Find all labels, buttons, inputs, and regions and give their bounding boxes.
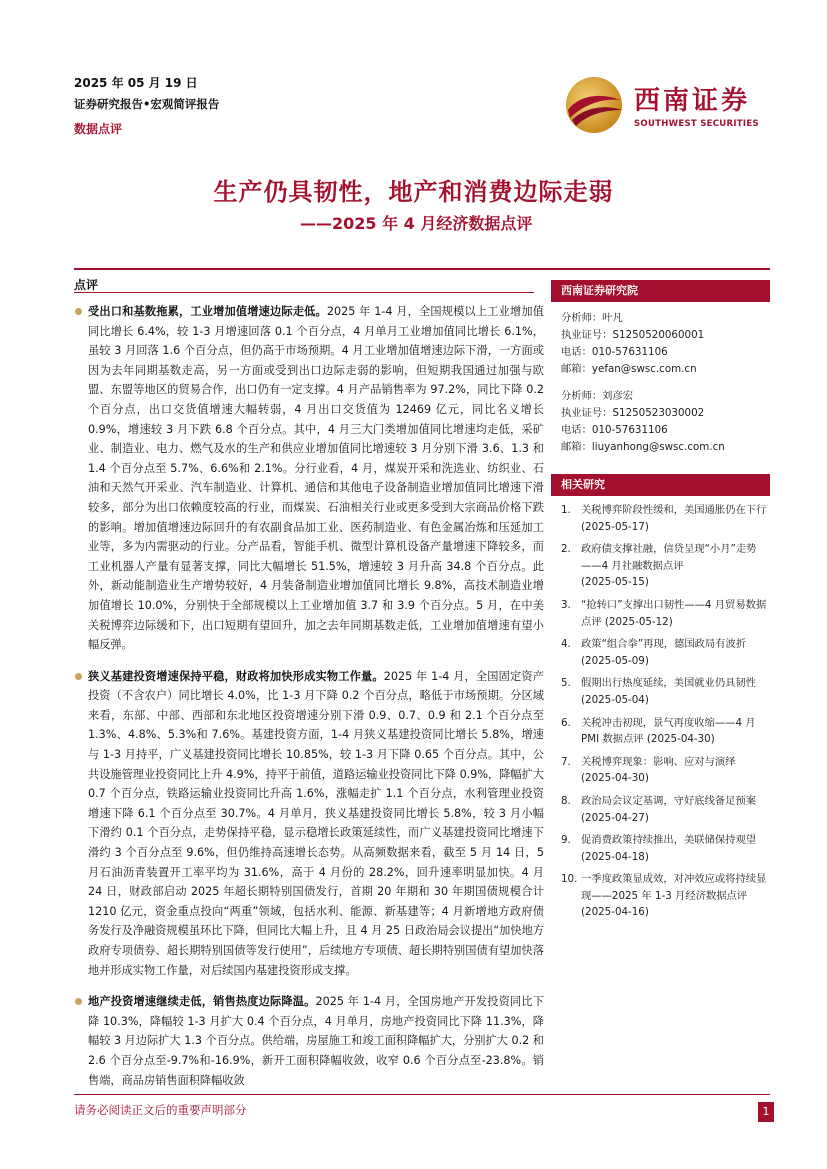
related-item[interactable]: 6. 关税冲击初现，景气再度收缩——4 月 PMI 数据点评 (2025-04-30) (561, 716, 756, 746)
paragraph-infrastructure (74, 667, 544, 981)
paragraph-text: 2025 年 1-4 月，全国固定资产投资（不含农户）同比增长 4.0%，比 1-3 月下降 0.2 个百分点，略低于市场预期。分区域来看，东部、中部、西部和东北地区投资增速分别下滑 0.9、0.7、0.9 和 2.1 个百分点至 1.3%、4.8%、5.3%和 7.6%。基建投资方面，1-4 月狭义基建投资同比增长 5.8%，增速与 1-3 月持平，广义基建投资同比增长 10.85%，较 1-3 月下降 0.65 个百分点。其中，公共设施管理业投资同比上升 4.9%，持平于前值，道路运输业投资同比下降 0.9%，降幅扩大 0.7 个百分点，铁路运输业投资同比升高 1.6%，涨幅走扩 1.1 个百分点，水利管理业投资增速下降 6.1 个百分点至 30.7%。4 月单月，狭义基建投资同比增长 5.8%，较 3 月小幅下滑约 0.1 个百分点，走势保持平稳，显示稳增长政策延续性，而广义基建投资同比增速下滑约 3 个百分点至 9.6%，但仍维持高速增长态势。从高频数据来看，截至 5 月 14 日，5 月石油沥青装置开工率平均为 31.6%，高于 4 月份的 28.2%，回升速率明显加快。4 月 24 日，财政部启动 2025 年超长期特别国债发行，首期 20 年期和 30 年期国债规模合计 1210 亿元，资金重点投向“两重”领域，包括水利、能源、新基建等；4 月新增地方政府债务发行及净融资规模虽环比下降，但同比大幅上升，且 4 月 25 日政治局会议提出“加快地方政府专项债券、超长期特别国债等发行使用”，后续地方专项债、超长期特别国债有望加快落地并形成实物工作量，对后续国内基建投资形成支撑。 (88, 669, 544, 977)
related-date: (2025-04-30) (581, 772, 649, 785)
related-title: 关税冲击初现，景气再度收缩——4 月 PMI 数据点评 (581, 716, 756, 746)
report-category: 数据点评 (74, 122, 123, 136)
related-date: (2025-04-27) (581, 811, 649, 824)
bullet-icon (75, 998, 82, 1005)
logo-emblem-icon (560, 74, 628, 136)
section-divider-top (74, 268, 770, 270)
related-title: 关税博弈现象：影响、应对与演绎 (581, 755, 736, 768)
related-item[interactable]: 4. 政策“组合拳”再现，德国政局有波折 (2025-05-09) (561, 636, 770, 669)
related-item[interactable]: 10. 一季度政策显成效，对冲效应或将持续显现——2025 年 1-3 月经济数据点评 (2025-04-16) (561, 871, 770, 921)
report-subtitle: ——2025 年 4 月经济数据点评 (300, 214, 533, 233)
section-divider (74, 292, 534, 293)
related-item[interactable]: 9. 促消费政策持续推出，美联储保持观望 (2025-04-18) (561, 832, 770, 865)
related-item[interactable]: 7. 关税博弈现象：影响、应对与演绎 (2025-04-30) (561, 754, 770, 787)
related-title: 政治局会议定基调，守好底线备足预案 (581, 794, 757, 807)
sidebar (551, 280, 770, 927)
section-label: 点评 (74, 278, 99, 292)
related-date: (2025-05-17) (581, 520, 649, 533)
logo-text-en: SOUTHWEST SECURITIES (634, 119, 759, 129)
related-item[interactable]: 1. 关税博弈阶段性缓和，美国通胀仍在下行 (2025-05-17) (561, 504, 767, 533)
related-date: (2025-05-12) (604, 615, 673, 628)
related-date: (2025-05-09) (581, 654, 649, 667)
page-number: 1 (758, 1102, 774, 1122)
report-date: 2025 年 05 月 19 日 (74, 76, 198, 90)
related-date: (2025-04-18) (581, 850, 649, 863)
related-title: 假期出行热度延续，美国就业仍具韧性 (581, 677, 757, 690)
related-title: 一季度政策显成效，对冲效应或将持续显现——2025 年 1-3 月经济数据点评 (581, 873, 767, 902)
analyst-name: 分析师：叶凡 (561, 312, 623, 324)
related-title: 促消费政策持续推出，美联储保持观望 (581, 834, 757, 847)
related-item[interactable]: 8. 政治局会议定基调，守好底线备足预案 (2025-04-27) (561, 793, 770, 826)
paragraph-text: 2025 年 1-4 月，全国规模以上工业增加值同比增长 6.4%，较 1-3 月增速回落 0.1 个百分点，4 月单月工业增加值同比增长 6.1%，虽较 3 月回落 1.6 个百分点，但仍高于市场预期。4 月工业增加值增速边际下滑，一方面或因为去年同期基数走高，另一方面或受到出口边际走弱的影响，但短期我国通过加强与欧盟、东盟等地区的贸易合作，出口仍有一定支撑。4 月产品销售率为 97.2%，同比下降 0.2 个百分点，出口交货值增速大幅转弱，4 月出口交货值为 12469 亿元，同比名义增长 0.9%，增速较 3 月下跌 6.8 个百分点。其中，4 月三大门类增加值同比增速均走低，采矿业、制造业、电力、燃气及水的生产和供应业增加值同比增速较 3 月分别下滑 3.6、1.3 和 1.4 个百分点至 5.7%、6.6%和 2.1%。分行业看，4 月，煤炭开采和洗选业、纺织业、石油和天然气开采业、汽车制造业、计算机、通信和其他电子设备制造业增加值同比增速下滑较多，部分为出口依赖度较高的行业，而煤炭、石油相关行业或更多受到大宗商品价格下跌的影响。增加值增速边际回升的有农副食品加工业、医药制造业、有色金属冶炼和压延加工业等，多为内需驱动的行业。分产品看，智能手机、微型计算机设备产量增速下降较多，而工业机器人产量有显著支撑，同比大幅增长 51.5%，增速较 3 月升高 34.8 个百分点。此外，新动能制造业生产增势较好，4 月装备制造业增加值同比增长 9.8%，高技术制造业增加值增长 10.0%，分别快于全部规模以上工业增加值 3.7 和 3.9 个百分点。5 月，在中美关税博弈边际缓和下，出口短期有望回升，加之去年同期基数走低，工业增加值增速有望小幅反弹。 (88, 305, 544, 652)
paragraph-lead: 地产投资增速继续走低，销售热度边际降温。 (88, 995, 316, 1009)
analyst-info (551, 310, 770, 456)
related-date: (2025-05-15) (581, 576, 649, 589)
related-item[interactable]: 2. 政府债支撑社融，信贷呈现“小月”走势——4 月社融数据点评 (2025-05-15) (561, 541, 770, 591)
related-item[interactable]: 3. “抢转口”支撑出口韧性——4 月贸易数据点评 (2025-05-12) (561, 598, 767, 628)
footer-disclaimer: 请务必阅读正文后的重要声明部分 (74, 1103, 247, 1117)
related-date: (2025-05-04) (581, 693, 649, 706)
related-title: “抢转口”支撑出口韧性——4 月贸易数据点评 (581, 598, 767, 628)
analyst-name: 分析师：刘彦宏 (561, 390, 634, 402)
logo-text-cn: 西南证券 (634, 86, 751, 116)
analyst-phone: 电话：010-57631106 (561, 424, 668, 436)
analyst-license: 执业证号：S1250523030002 (561, 407, 705, 419)
institute-header: 西南证券研究院 (551, 280, 770, 302)
related-item[interactable]: 5. 假期出行热度延续，美国就业仍具韧性 (2025-05-04) (561, 675, 770, 708)
related-title: 政策“组合拳”再现，德国政局有波折 (581, 638, 747, 651)
related-research-list (551, 502, 770, 921)
analyst-phone: 电话：010-57631106 (561, 346, 668, 358)
main-body (74, 302, 544, 1102)
report-type: 证券研究报告•宏观简评报告 (74, 97, 220, 111)
footer-divider (74, 1094, 770, 1095)
bullet-icon (75, 673, 82, 680)
paragraph-text: 2025 年 1-4 月，全国房地产开发投资同比下降 10.3%，降幅较 1-3 月扩大 0.4 个百分点，4 月单月，房地产投资同比下降 11.3%，降幅较 3 月边际扩大 1.3 个百分点。供给端，房屋施工和竣工面积降幅扩大，分别扩大 0.2 和 2.6 个百分点至-9.7%和-16.9%，新开工面积降幅收敛，收窄 0.6 个百分点至-23.8%。销售端，商品房销售面积降幅收敛 (88, 995, 544, 1087)
bullet-icon (75, 308, 82, 315)
paragraph-lead: 受出口和基数拖累，工业增加值增速边际走低。 (88, 305, 327, 318)
company-logo (560, 74, 770, 136)
analyst-email[interactable]: 邮箱：yefan@swsc.com.cn (561, 363, 697, 375)
analyst-email[interactable]: 邮箱：liuyanhong@swsc.com.cn (561, 441, 725, 453)
related-date: (2025-04-16) (581, 906, 649, 919)
related-title: 关税博弈阶段性缓和，美国通胀仍在下行 (581, 504, 767, 516)
analyst-license: 执业证号：S1250520060001 (561, 329, 705, 341)
paragraph-real-estate (74, 992, 544, 1090)
related-research-header: 相关研究 (551, 474, 770, 496)
paragraph-lead: 狭义基建投资增速保持平稳，财政将加快形成实物工作量。 (88, 669, 384, 683)
paragraph-industry (74, 302, 544, 655)
related-date: (2025-04-30) (646, 733, 715, 746)
report-title: 生产仍具韧性，地产和消费边际走弱 (213, 178, 614, 206)
related-title: 政府债支撑社融，信贷呈现“小月”走势——4 月社融数据点评 (581, 543, 757, 572)
